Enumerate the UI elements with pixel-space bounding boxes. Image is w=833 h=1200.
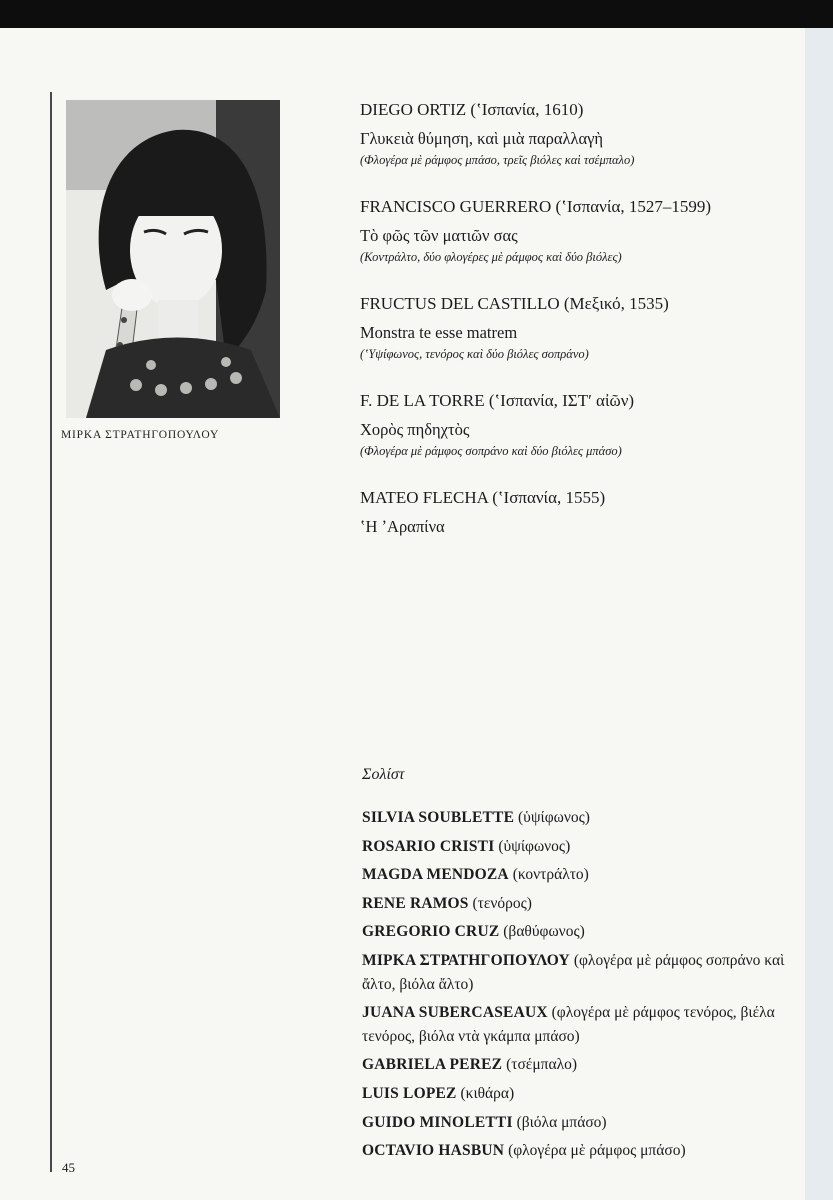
- composer-line: [360, 98, 800, 121]
- concert-program: [360, 98, 800, 563]
- composer-name: F. DE LA TORRE: [360, 391, 485, 410]
- page-number: 45: [62, 1160, 75, 1175]
- scan-top-border: [0, 0, 833, 28]
- list-item: [362, 949, 792, 996]
- program-item: [360, 486, 800, 537]
- page-fold-line: [50, 92, 52, 1172]
- list-item: [362, 1111, 792, 1135]
- work-title: Χορὸς πηδηχτὸς: [360, 420, 470, 439]
- list-item: [362, 835, 792, 859]
- soloist-name: SILVIA SOUBLETTE: [362, 809, 515, 826]
- list-item: [362, 1001, 792, 1048]
- composer-name: FRANCISCO GUERRERO: [360, 197, 552, 216]
- scan-right-margin: [805, 28, 833, 1200]
- program-item: [360, 98, 800, 169]
- composer-name: DIEGO ORTIZ: [360, 100, 467, 119]
- work-title: Γλυκειὰ θύμηση, καὶ μιὰ παραλλαγὴ: [360, 129, 604, 148]
- soloist-name: RENE RAMOS: [362, 894, 469, 912]
- soloists-heading: Σολίστ: [362, 766, 405, 783]
- composer-origin: (ʽΙσπανία, 1610): [470, 100, 584, 119]
- composer-line: [360, 486, 800, 509]
- program-item: [360, 195, 800, 266]
- program-item: [360, 389, 800, 460]
- composer-origin: (ʽΙσπανία, ΙΣΤʹ αἰῶν): [488, 391, 635, 410]
- composer-name: FRUCTUS DEL CASTILLO: [360, 294, 560, 313]
- instrumentation: (Κοντράλτο, δύο φλογέρες μὲ ράμφος καὶ δύο βιόλες): [360, 250, 622, 264]
- soloist-role: (φλογέρα μὲ ράμφος τενόρος, βιέλα τενόρος, βιόλα ντὰ γκάμπα μπάσο): [362, 1004, 775, 1045]
- soloist-name: ΜΙΡΚΑ ΣΤΡΑΤΗΓΟΠΟΥΛΟΥ: [362, 951, 570, 969]
- soloists-list: [362, 806, 792, 1168]
- soloist-name: MAGDA MENDOZA: [362, 866, 509, 884]
- soloist-role: (βιόλα μπάσο): [516, 1113, 607, 1131]
- soloist-role: (βαθύφωνος): [503, 923, 585, 941]
- soloist-name: GUIDO MINOLETTI: [362, 1113, 513, 1131]
- soloist-role: (τενόρος): [472, 894, 532, 912]
- list-item: [362, 920, 792, 944]
- composer-name: MATEO FLECHA: [360, 488, 488, 507]
- list-item: [362, 1139, 792, 1163]
- list-item: [362, 806, 792, 830]
- soloist-role: (ὑψίφωνος): [498, 837, 571, 855]
- program-item: [360, 292, 800, 363]
- soloist-name: ROSARIO CRISTI: [362, 837, 495, 855]
- composer-line: [360, 195, 800, 218]
- soloist-name: OCTAVIO HASBUN: [362, 1142, 505, 1160]
- soloist-role: (κιθάρα): [460, 1084, 515, 1102]
- performer-photo: [66, 100, 280, 418]
- soloist-name: JUANA SUBERCASEAUX: [362, 1004, 548, 1022]
- list-item: [362, 863, 792, 887]
- soloist-role: (φλογέρα μὲ ράμφος μπάσο): [508, 1142, 686, 1160]
- work-title: Monstra te esse matrem: [360, 323, 518, 342]
- soloist-role: (φλογέρα μὲ ράμφος σοπράνο καὶ ἄλτο, βιόλα ἄλτο): [362, 951, 785, 993]
- list-item: [362, 1053, 792, 1077]
- soloist-name: GREGORIO CRUZ: [362, 923, 500, 941]
- composer-line: [360, 292, 800, 315]
- soloist-role: (τσέμπαλο): [506, 1056, 578, 1074]
- composer-origin: (ʽΙσπανία, 1555): [492, 488, 606, 507]
- composer-origin: (ʽΙσπανία, 1527–1599): [555, 197, 712, 216]
- composer-line: [360, 389, 800, 412]
- instrumentation: (ʽΥψίφωνος, τενόρος καὶ δύο βιόλες σοπράνο): [360, 347, 589, 361]
- soloist-role: (κοντράλτο): [512, 866, 589, 884]
- soloist-name: GABRIELA PEREZ: [362, 1056, 503, 1074]
- list-item: [362, 1082, 792, 1106]
- soloist-role: (ὑψίφωνος): [517, 809, 590, 826]
- list-item: [362, 892, 792, 916]
- composer-origin: (Μεξικό, 1535): [563, 294, 669, 313]
- soloist-name: LUIS LOPEZ: [362, 1084, 457, 1102]
- work-title: ʽΗ ʼΑραπίνα: [360, 517, 445, 536]
- instrumentation: (Φλογέρα μὲ ράμφος μπάσο, τρεῖς βιόλες καὶ τσέμπαλο): [360, 153, 635, 167]
- work-title: Τὸ φῶς τῶν ματιῶν σας: [360, 226, 518, 245]
- photo-caption: ΜΙΡΚΑ ΣΤΡΑΤΗΓΟΠΟΥΛΟΥ: [61, 429, 220, 441]
- instrumentation: (Φλογέρα μὲ ράμφος σοπράνο καὶ δύο βιόλες μπάσο): [360, 444, 622, 458]
